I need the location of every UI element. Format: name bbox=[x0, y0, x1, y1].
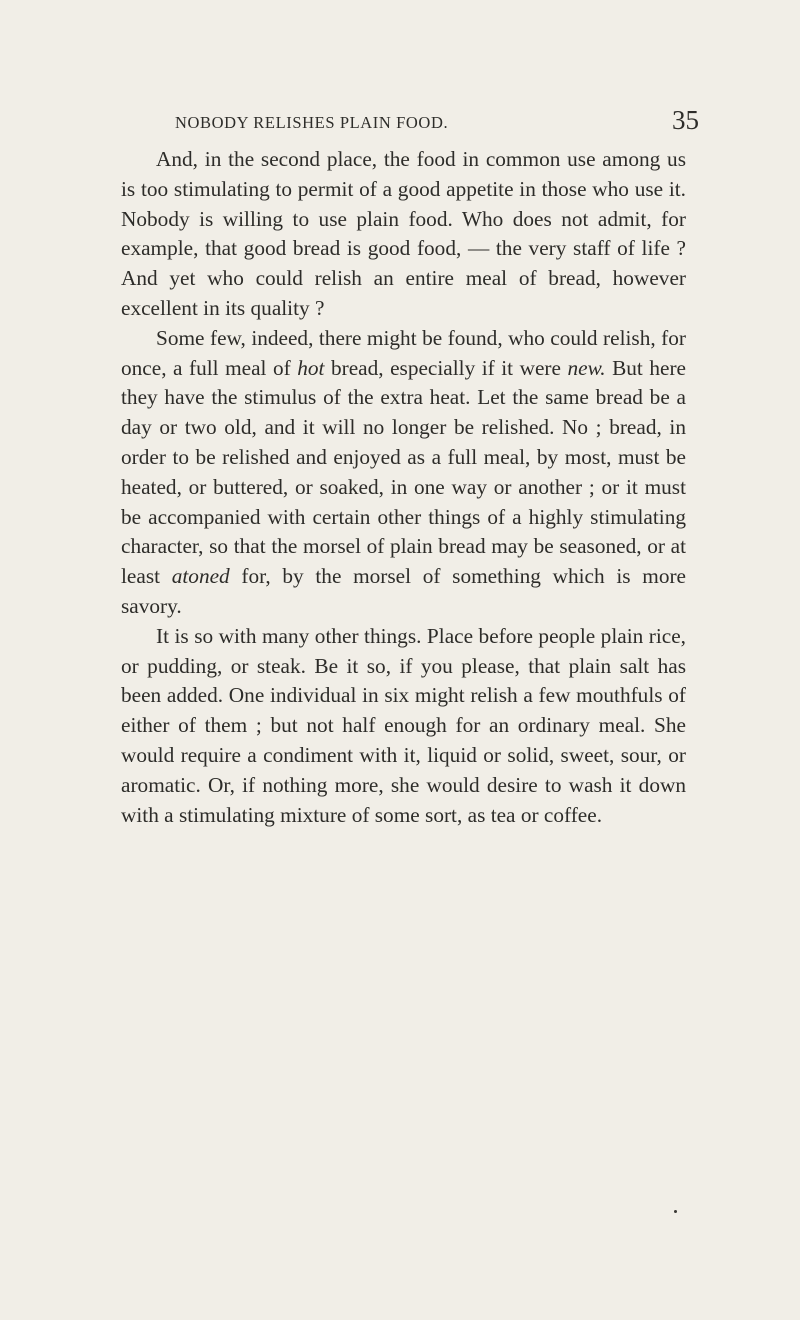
body-text bbox=[121, 145, 686, 830]
paragraph-text: Some few, indeed, there might be found, who could relish, for once, a full meal of bbox=[121, 325, 686, 380]
italic-word-atoned: atoned bbox=[171, 564, 230, 589]
paragraph-text: for, by the morsel of something which is more savory. bbox=[121, 564, 687, 618]
italic-word-new: new. bbox=[567, 355, 606, 380]
paragraph-3 bbox=[121, 622, 686, 831]
running-head-title: NOBODY RELISHES PLAIN FOOD. bbox=[175, 113, 449, 132]
paragraph-text: bread, especially if it were bbox=[324, 355, 568, 380]
paragraph-text: But here they have the stimulus of the extra heat. Let the same bread be a day or two old, and it will no longer be relished. No ; bread, in order to be relished and enjoyed as a full meal, by most, must be heated, or buttered, or soaked, in one way or another ; or it must be accompanied with certain other things of a highly stimulating character, so that the morsel of plain bread may be seasoned, or at least bbox=[121, 355, 686, 589]
paragraph-1 bbox=[121, 145, 686, 324]
italic-word-hot: hot bbox=[297, 355, 325, 380]
paragraph-text: And, in the second place, the food in common use among us is too stimulating to permit of a good appetite in those who use it. Nobody is willing to use plain food. Who does not admit, for example, that good bread is good food, — the very staff of life ? And yet who could relish an entire meal of bread, however excellent in its quality ? bbox=[121, 147, 686, 320]
ink-speck bbox=[674, 1210, 677, 1213]
paragraph-text: It is so with many other things. Place before people plain rice, or pudding, or steak. Be it so, if you please, that plain salt has been added. One individual in six might relish a few mouthfuls of either of them ; but not half enough for an ordinary meal. She would require a condiment with it, liquid or solid, sweet, sour, or aromatic. Or, if nothing more, she would desire to wash it down with a stimulating mixture of some sort, as tea or coffee. bbox=[121, 623, 686, 827]
page-number: 35 bbox=[672, 105, 699, 135]
paragraph-2 bbox=[121, 324, 686, 622]
